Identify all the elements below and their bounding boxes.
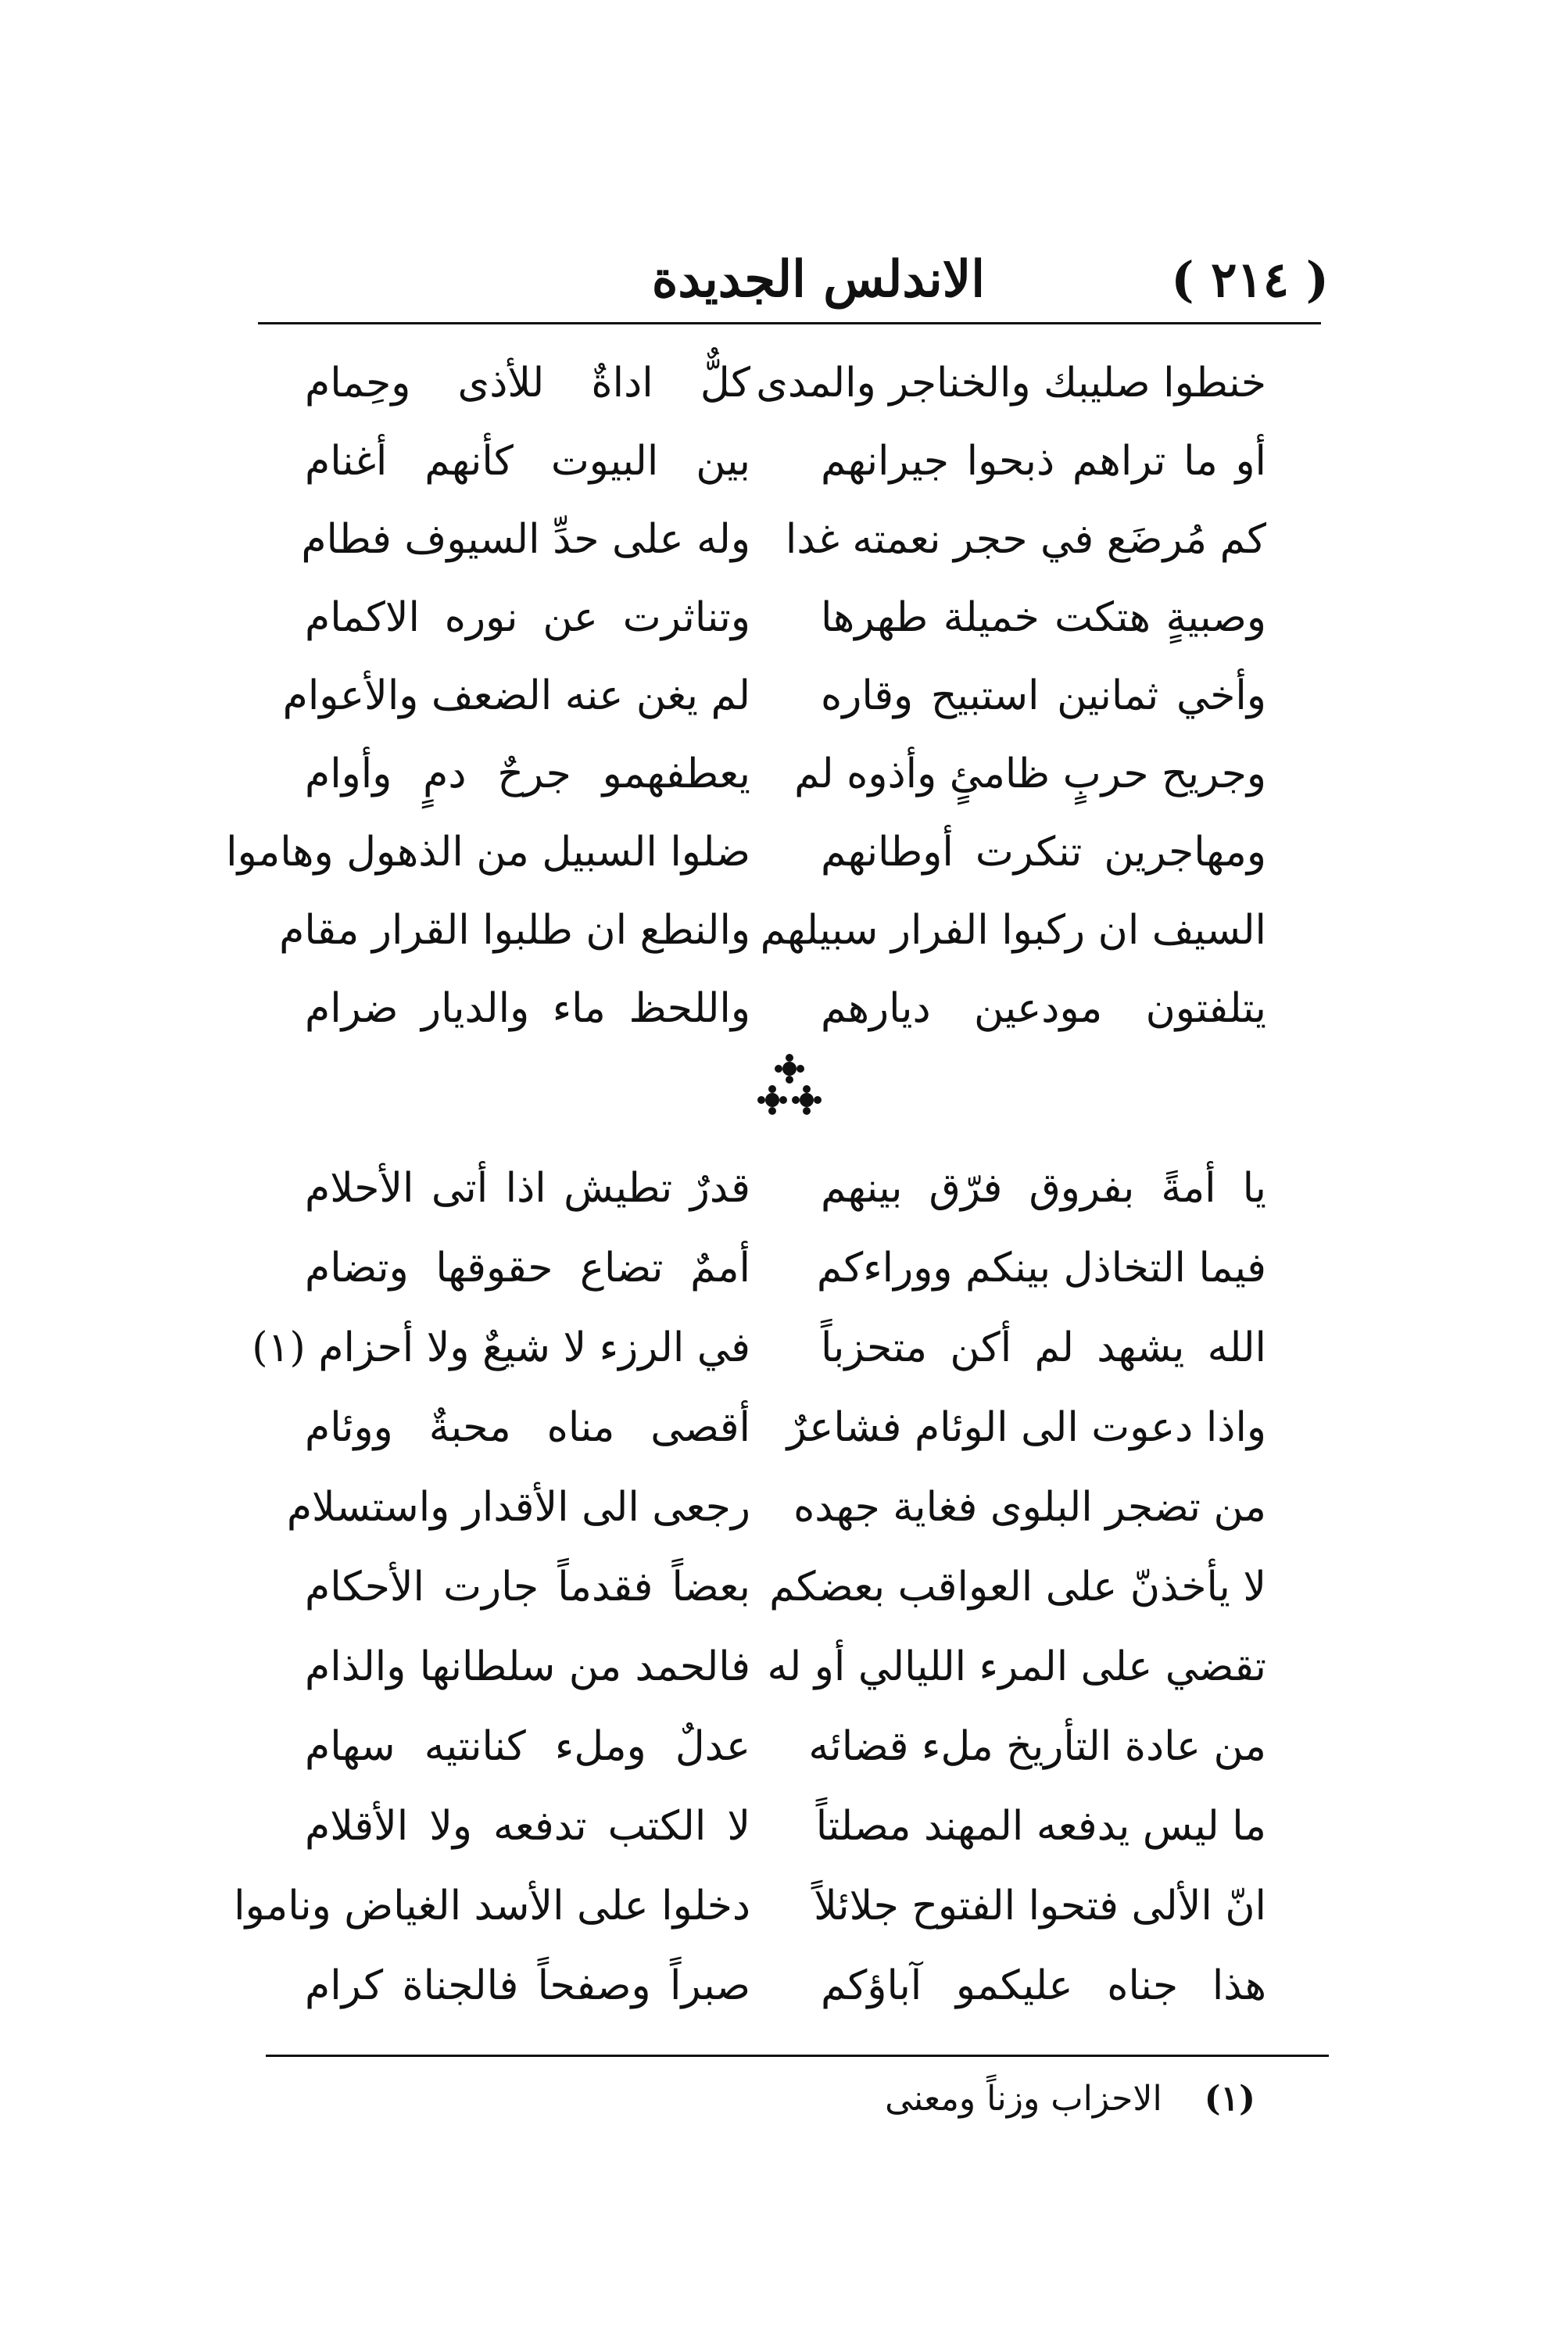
footnote-marker: (١) [1204, 2079, 1255, 2119]
verse [305, 969, 1266, 1048]
page-header [258, 249, 1329, 311]
verse-first-hemistich: من تضجر البلوى فغاية جهده [793, 1484, 1266, 1531]
verse [305, 1707, 1266, 1787]
verse-first-hemistich: وصبيةٍ هتكت خميلة طهرها [821, 594, 1266, 641]
header-rule [258, 322, 1321, 324]
verse [305, 579, 1266, 657]
verse-first-hemistich: أو ما تراهم ذبحوا جيرانهم [821, 438, 1266, 485]
verse-second-hemistich: واللحظ ماء والديار ضرام [305, 985, 750, 1032]
verse-first-hemistich: انّ الألى فتحوا الفتوح جلائلاً [814, 1883, 1266, 1929]
verse-first-hemistich: لا يأخذنّ على العواقب بعضكم [769, 1564, 1266, 1611]
asterism-separator-icon [750, 1052, 829, 1122]
footnote-rule [266, 2055, 1329, 2057]
verse-second-hemistich: بين البيوت كأنهم أغنام [305, 438, 750, 485]
verse-first-hemistich: ومهاجرين تنكرت أوطانهم [821, 829, 1266, 876]
verse-first-hemistich: وأخي ثمانين استبيح وقاره [821, 672, 1266, 719]
verse-second-hemistich: قدرٌ تطيش اذا أتى الأحلام [305, 1165, 750, 1212]
verse-second-hemistich: أممٌ تضاع حقوقها وتضام [305, 1245, 750, 1292]
verse-second-hemistich: لم يغن عنه الضعف والأعوام [282, 672, 750, 719]
verse [305, 735, 1266, 813]
verse-second-hemistich [252, 1309, 750, 1387]
poem-part-1 [226, 344, 1266, 1048]
verse-second-hemistich: وتناثرت عن نوره الاكمام [305, 594, 750, 641]
verse [252, 1309, 1266, 1388]
verse [301, 500, 1266, 579]
verse [305, 1229, 1266, 1309]
verse-second-hemistich: بعضاً فقدماً جارت الأحكام [305, 1564, 750, 1611]
verse-first-hemistich: كم مُرضَع في حجر نعمته غدا [785, 516, 1266, 563]
verse-second-hemistich: لا الكتب تدفعه ولا الأقلام [305, 1803, 750, 1850]
verse [305, 1787, 1266, 1867]
verse-hemistich-text: في الرزء لا شيعٌ ولا أحزام [318, 1324, 750, 1371]
verse-second-hemistich: صبراً وصفحاً فالجناة كرام [305, 1962, 750, 2009]
verse [305, 1548, 1266, 1628]
running-title: الاندلس الجديدة [651, 250, 985, 309]
verse-second-hemistich: عدلٌ وملء كنانتيه سهام [305, 1723, 750, 1770]
verse [282, 657, 1266, 735]
verse-first-hemistich: هذا جناه عليكمو آباؤكم [821, 1962, 1266, 2009]
verse-first-hemistich: يا أمةً بفروق فرّق بينهم [821, 1165, 1266, 1212]
footnote-reference: (١) [252, 1324, 306, 1371]
verse-second-hemistich: وله على حدِّ السيوف فطام [301, 516, 750, 563]
verse [305, 1628, 1266, 1707]
verse [226, 813, 1266, 891]
verse-first-hemistich: السيف ان ركبوا الفرار سبيلهم [760, 907, 1266, 954]
verse-second-hemistich: ضلوا السبيل من الذهول وهاموا [226, 829, 750, 876]
verse-second-hemistich: دخلوا على الأسد الغياض وناموا [234, 1883, 750, 1929]
footnote [885, 2072, 1255, 2127]
verse [305, 1149, 1266, 1229]
verse [286, 1468, 1266, 1548]
verse-second-hemistich: والنطع ان طلبوا القرار مقام [279, 907, 750, 954]
verse-first-hemistich: الله يشهد لم أكن متحزباً [821, 1324, 1266, 1371]
verse-first-hemistich: ما ليس يدفعه المهند مصلتاً [815, 1803, 1266, 1850]
poem-part-2 [234, 1149, 1266, 2026]
verse-second-hemistich: يعطفهمو جرحٌ دمٍ وأوام [305, 751, 750, 797]
verse [305, 1388, 1266, 1468]
verse [305, 422, 1266, 500]
verse-first-hemistich: خنطوا صليبك والخناجر والمدى [756, 360, 1266, 407]
verse-second-hemistich: كلٌّ اداةٌ للأذى وحِمام [305, 360, 750, 407]
verse [305, 344, 1266, 422]
verse [305, 1947, 1266, 2026]
verse-first-hemistich: فيما التخاذل بينكم ووراءكم [816, 1245, 1266, 1292]
verse-second-hemistich: رجعى الى الأقدار واستسلام [286, 1484, 750, 1531]
verse [234, 1867, 1266, 1947]
footnote-text: الاحزاب وزناً ومعنى [885, 2079, 1162, 2119]
verse [279, 891, 1266, 969]
verse-second-hemistich: فالحمد من سلطانها والذام [305, 1643, 750, 1690]
verse-first-hemistich: واذا دعوت الى الوئام فشاعرٌ [786, 1404, 1266, 1451]
verse-first-hemistich: من عادة التأريخ ملء قضائه [808, 1723, 1266, 1770]
verse-second-hemistich: أقصى مناه محبةٌ ووئام [305, 1404, 750, 1451]
verse-first-hemistich: يتلفتون مودعين ديارهم [821, 985, 1266, 1032]
page-number: ( ٢١٤ ) [1171, 251, 1329, 308]
verse-first-hemistich: وجريح حربٍ ظامئٍ وأذوه لم [794, 751, 1266, 797]
verse-first-hemistich: تقضي على المرء الليالي أو له [767, 1643, 1266, 1690]
